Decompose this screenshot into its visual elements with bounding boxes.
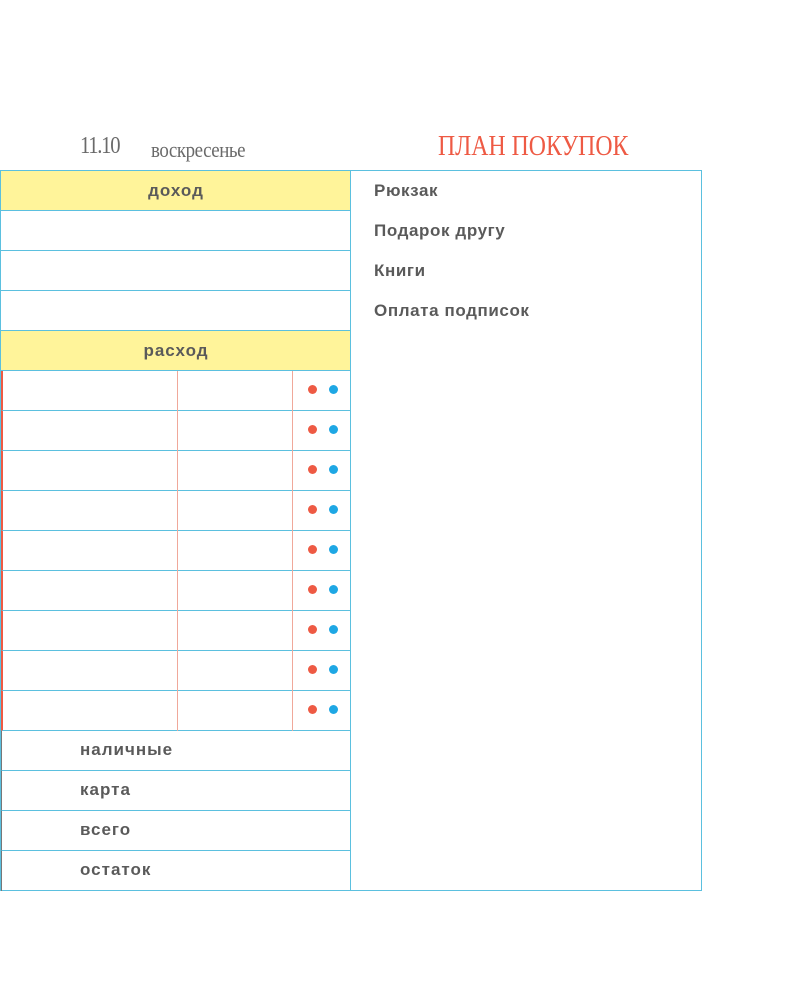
blue-dot-icon[interactable] — [329, 505, 338, 514]
column-divider — [177, 411, 178, 451]
red-dot-icon[interactable] — [308, 425, 317, 434]
column-divider — [292, 451, 293, 491]
income-row[interactable] — [1, 291, 351, 331]
blue-dot-icon[interactable] — [329, 705, 338, 714]
income-row[interactable] — [1, 251, 351, 291]
shopping-plan-title: ПЛАН ПОКУПОК — [438, 130, 629, 162]
column-divider — [177, 371, 178, 411]
expense-row[interactable] — [1, 651, 351, 691]
plan-item: Рюкзак — [374, 181, 439, 200]
red-dot-icon[interactable] — [308, 705, 317, 714]
blue-dot-icon[interactable] — [329, 585, 338, 594]
summary-row[interactable] — [1, 811, 351, 851]
column-divider — [292, 371, 293, 411]
expense-row[interactable] — [1, 491, 351, 531]
column-divider — [292, 651, 293, 691]
summary-label: карта — [80, 780, 131, 799]
blue-dot-icon[interactable] — [329, 385, 338, 394]
income-header — [1, 171, 351, 211]
column-divider — [292, 571, 293, 611]
blue-dot-icon[interactable] — [329, 465, 338, 474]
red-dot-icon[interactable] — [308, 545, 317, 554]
plan-item: Подарок другу — [374, 221, 506, 240]
shopping-plan-list — [350, 170, 702, 891]
column-divider — [292, 531, 293, 571]
column-divider — [177, 531, 178, 571]
red-dot-icon[interactable] — [308, 385, 317, 394]
expense-label: расход — [143, 341, 209, 360]
summary-label: наличные — [80, 740, 174, 759]
summary-row[interactable] — [1, 851, 351, 891]
plan-item: Книги — [374, 261, 426, 280]
summary-label: остаток — [80, 860, 152, 879]
blue-dot-icon[interactable] — [329, 625, 338, 634]
column-divider — [292, 611, 293, 651]
expense-row[interactable] — [1, 611, 351, 651]
red-dot-icon[interactable] — [308, 505, 317, 514]
column-divider — [292, 411, 293, 451]
budget-table — [0, 170, 351, 891]
column-divider — [177, 651, 178, 691]
blue-dot-icon[interactable] — [329, 425, 338, 434]
weekday-label: воскресенье — [151, 137, 246, 162]
column-divider — [292, 691, 293, 731]
expense-row[interactable] — [1, 451, 351, 491]
expense-header — [1, 331, 351, 371]
date-label: 11.10 — [80, 133, 120, 159]
column-divider — [177, 571, 178, 611]
red-dot-icon[interactable] — [308, 585, 317, 594]
expense-row[interactable] — [1, 531, 351, 571]
income-row[interactable] — [1, 211, 351, 251]
column-divider — [292, 491, 293, 531]
expense-row[interactable] — [1, 371, 351, 411]
red-dot-icon[interactable] — [308, 625, 317, 634]
column-divider — [177, 611, 178, 651]
plan-item: Оплата подписок — [374, 301, 530, 320]
column-divider — [177, 491, 178, 531]
column-divider — [177, 451, 178, 491]
expense-row[interactable] — [1, 691, 351, 731]
red-dot-icon[interactable] — [308, 665, 317, 674]
expense-row[interactable] — [1, 411, 351, 451]
blue-dot-icon[interactable] — [329, 545, 338, 554]
expense-row[interactable] — [1, 571, 351, 611]
blue-dot-icon[interactable] — [329, 665, 338, 674]
income-label: доход — [148, 181, 204, 200]
summary-row[interactable] — [1, 771, 351, 811]
red-dot-icon[interactable] — [308, 465, 317, 474]
column-divider — [177, 691, 178, 731]
summary-row[interactable] — [1, 731, 351, 771]
summary-label: всего — [80, 820, 132, 839]
